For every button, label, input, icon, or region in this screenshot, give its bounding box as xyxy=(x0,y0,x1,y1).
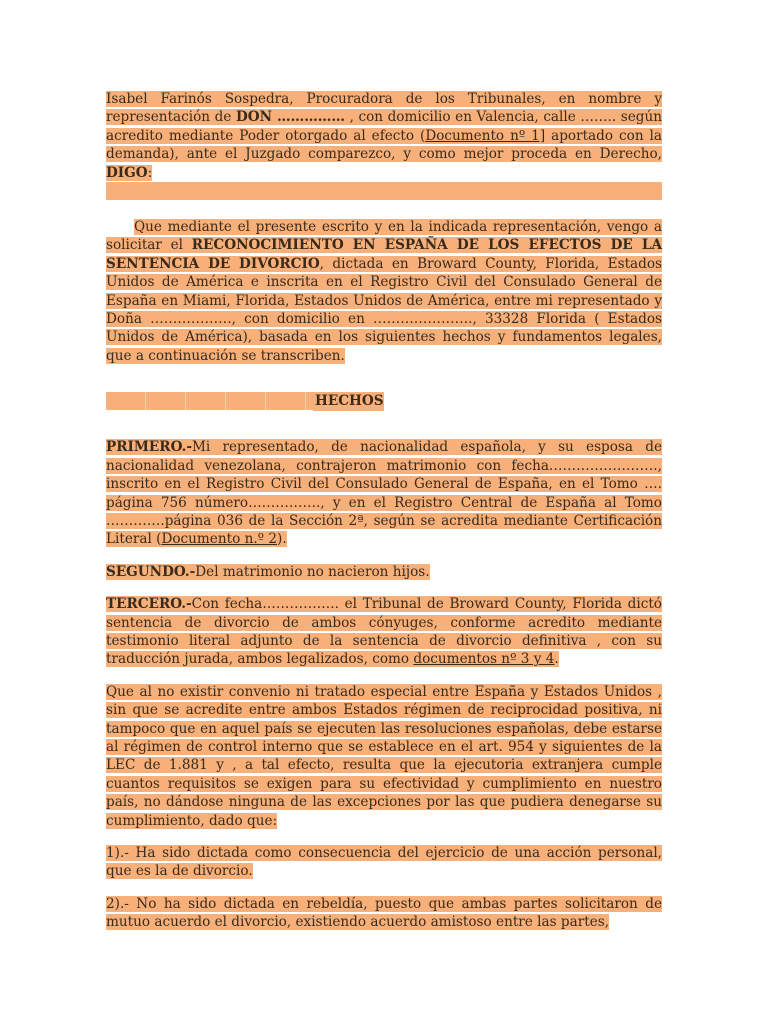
hechos-heading-row xyxy=(106,392,662,410)
item-1-text: 1).- Ha sido dictada como consecuencia del ejercicio de una acción personal, que es la de divorcio. xyxy=(106,845,662,880)
intro-paragraph xyxy=(106,90,662,182)
convenio-text: Que al no existir convenio ni tratado especial entre España y Estados Unidos , sin que se acredite entre ambos Estados régimen de reciprocidad positiva, ni tampoco que en aquel país se ejecuten las resoluciones españolas, debe estarse al régimen de control interno que se establece en el art. 954 y siguientes de la LEC de 1.881 y , a tal efecto, resulta que la ejecutoria extranjera cumple cuantos requisitos se exigen para su efectividad y cumplimiento en nuestro país, no dándose ninguna de las excepciones por las que pudiera denegarse su cumplimiento, dado que: xyxy=(106,683,662,829)
documento-1-link: Documento nº 1] xyxy=(425,127,546,144)
item-2-text: 2).- No ha sido dictada en rebeldía, puesto que ambas partes solicitaron de mutuo acuerdo el divorcio, existiendo acuerdo amistoso entre las partes, xyxy=(106,895,662,931)
primero-text: Mi representado, de nacionalidad española, y su esposa de nacionalidad venezolana, contrajeron matrimonio con fecha……………………, inscrito en el Registro Civil del Consulado General de España, en el Tomo …. página 756 número……………., y en el Registro Central de España al Tomo ………….página 036 de la Sección 2ª, según se acredita mediante Certificación Literal ( xyxy=(106,439,662,548)
request-text-2: , dictada en Broward County, Florida, Estados Unidos de América e inscrita en el Registro Civil del Consulado General de España en Miami, Florida, Estados Unidos de América, entre mi representado y Doña ………………, con domicilio en …………………., 33328 Florida ( Estados Unidos de América), basada en los siguientes hechos y fundamentos legales, que a continuación se transcriben. xyxy=(106,255,662,364)
spacer xyxy=(106,200,662,218)
primero-label: PRIMERO.- xyxy=(106,439,193,456)
spacer xyxy=(106,365,662,392)
don-label: DON …………… xyxy=(235,109,345,126)
tercero-paragraph xyxy=(106,595,662,669)
tercero-text: Con fecha…………….. el Tribunal de Broward County, Florida dictó sentencia de divorcio de ambos cónyuges, conforme acredito mediante testimonio literal adjunto de la sentencia de divorcio definitiva , con su traducción jurada, ambos legalizados, como xyxy=(106,596,662,668)
digo-label: DIGO xyxy=(106,164,148,181)
intro-text-4: : xyxy=(147,164,153,181)
spacer xyxy=(106,830,662,844)
intro-text-2: , con domicilio en Valencia, calle …….. según acredito mediante Poder otorgado al efecto ( xyxy=(106,109,663,144)
documento-2-link: Documento n.º 2 xyxy=(161,531,278,548)
spacer xyxy=(106,549,662,563)
documentos-3-4-link: documentos nº 3 y 4 xyxy=(413,651,555,668)
convenio-paragraph xyxy=(106,683,662,830)
request-text-1: Que mediante el presente escrito y en la indicada representación, vengo a solicitar el xyxy=(106,219,662,254)
item-1-paragraph xyxy=(106,844,662,881)
hechos-heading: HECHOS xyxy=(315,393,384,410)
spacer xyxy=(106,410,662,438)
spacer xyxy=(106,669,662,683)
request-bold-title: RECONOCIMIENTO EN ESPAÑA DE LOS EFECTOS DE LA SENTENCIA DE DIVORCIO xyxy=(106,237,662,272)
segundo-label: SEGUNDO.- xyxy=(106,563,196,580)
primero-end: ). xyxy=(277,531,287,548)
segundo-text: Del matrimonio no nacieron hijos. xyxy=(195,563,430,580)
document-page xyxy=(106,90,662,932)
tercero-label: TERCERO.- xyxy=(106,596,192,613)
segundo-paragraph xyxy=(106,563,662,581)
item-2-paragraph xyxy=(106,895,662,932)
primero-paragraph xyxy=(106,438,662,548)
request-paragraph xyxy=(106,218,662,365)
tercero-end: . xyxy=(554,651,559,668)
intro-text-3: aportado con la demanda), ante el Juzgado comparezco, y como mejor proceda en Derecho, xyxy=(106,127,662,163)
highlight-gap xyxy=(106,182,662,200)
spacer xyxy=(106,581,662,595)
intro-text-1: Isabel Farinós Sospedra, Procuradora de los Tribunales, en nombre y representación de xyxy=(106,91,662,126)
spacer xyxy=(106,881,662,895)
